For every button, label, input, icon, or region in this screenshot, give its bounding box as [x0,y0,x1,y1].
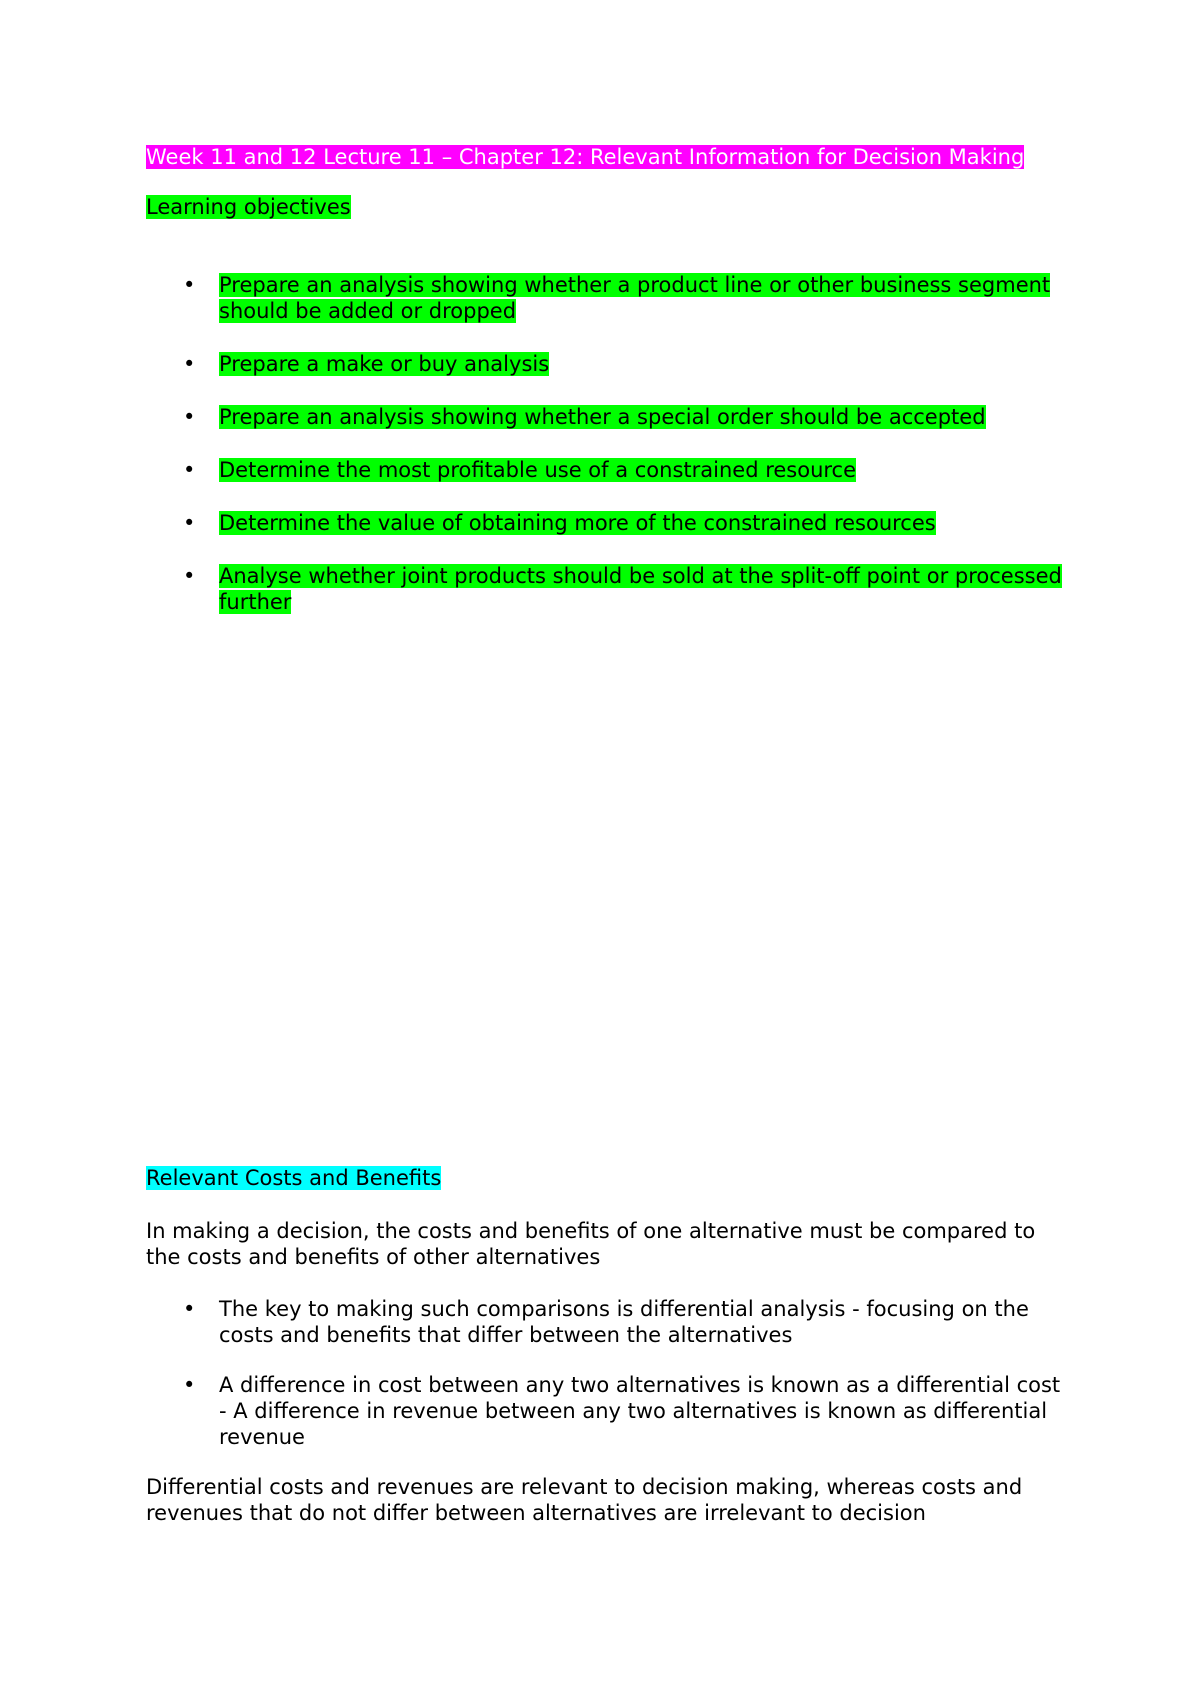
objective-text: Prepare a make or buy analysis [219,352,550,376]
title-text: Week 11 and 12 Lecture 11 – Chapter 12: Relevant Information for Decision Making [146,145,1025,169]
learning-objectives-heading-text: Learning objectives [146,195,351,219]
closing-paragraph: Differential costs and revenues are relevant to decision making, whereas costs and revenues that do not differ between alternatives are irrelevant to decision [146,1475,1023,1525]
relevant-costs-section [146,1165,1066,1526]
objective-text: Analyse whether joint products should be sold at the split-off point or processed further [219,564,1062,614]
list-item [146,510,1066,536]
list-item [146,1296,1066,1348]
relevant-costs-heading-text: Relevant Costs and Benefits [146,1166,442,1190]
list-item [146,404,1066,430]
list-item [146,351,1066,377]
point-text: The key to making such comparisons is differential analysis - focusing on the costs and benefits that differ between the alternatives [219,1297,1029,1347]
bullet-icon: • [183,352,196,376]
bullet-icon: • [183,511,196,535]
objective-text: Determine the most profitable use of a constrained resource [219,458,857,482]
list-item [146,457,1066,483]
bullet-icon: • [183,1297,196,1321]
bullet-icon: • [183,273,196,297]
objective-text: Prepare an analysis showing whether a product line or other business segment should be added or dropped [219,273,1051,323]
list-item [146,563,1066,615]
intro-paragraph: In making a decision, the costs and benefits of one alternative must be compared to the costs and benefits of other alternatives [146,1219,1036,1269]
bullet-icon: • [183,1373,196,1397]
key-points-list [146,1296,1066,1450]
bullet-icon: • [183,564,196,588]
learning-objectives-list [146,272,1066,615]
objective-text: Prepare an analysis showing whether a special order should be accepted [219,405,986,429]
learning-objectives-heading [146,194,1066,220]
list-item [146,272,1066,324]
point-text: A difference in cost between any two alternatives is known as a differential cost - A difference in revenue between any two alternatives is known as differential revenue [219,1373,1061,1449]
relevant-costs-heading [146,1165,1066,1191]
bullet-icon: • [183,405,196,429]
document-page [146,144,1066,642]
bullet-icon: • [183,458,196,482]
objective-text: Determine the value of obtaining more of the constrained resources [219,511,936,535]
document-title [146,144,1026,170]
list-item [146,1372,1066,1450]
